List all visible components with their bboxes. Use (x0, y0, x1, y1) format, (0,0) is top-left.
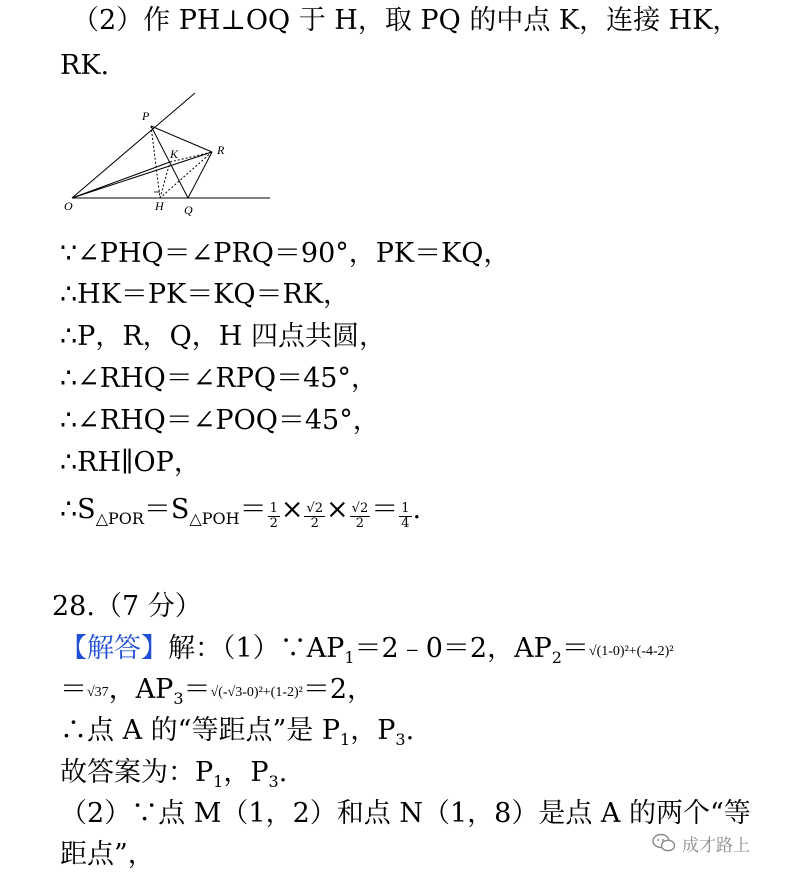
times-1: × (280, 494, 304, 525)
q28-s3-c: . (405, 715, 415, 746)
q28-s4-sub1: 1 (213, 772, 224, 791)
q28-line-2 (60, 673, 374, 712)
answer-tag: 【解答】 (60, 633, 168, 664)
eq3: ＝ (371, 494, 399, 525)
q28-header: 28.（7 分） (52, 591, 202, 622)
fraction-root2-over-2-a: $\frac{√2}{2}$ (306, 501, 324, 531)
proof-line-6: ∴RH∥OP， (60, 447, 201, 478)
proof-line-2: ∴HK＝PK＝KQ＝RK， (60, 279, 351, 310)
fraction-root2-over-2-b: $\frac{√2}{2}$ (351, 501, 369, 531)
area-lead: ∴S (60, 494, 96, 525)
label-P: P (142, 109, 150, 123)
q28-s3-a: ∴点 A 的“等距点”是 P (60, 715, 341, 746)
area-eq2: ＝ (239, 494, 267, 525)
q28-root3: √(-√3-0)²+(1-2)² (210, 685, 303, 700)
q28-s1-b: ＝2﹣0＝2，AP (354, 633, 552, 664)
label-O: O (64, 199, 73, 213)
watermark-text: 成才路上 (682, 835, 750, 856)
q28-s2-c: ＝ (183, 674, 211, 705)
proof-line-7 (60, 493, 421, 531)
q28-s2-d: ＝2， (302, 674, 375, 705)
period: . (412, 494, 422, 525)
geometry-figure (58, 92, 283, 220)
times-2: × (326, 494, 349, 525)
q28-root2: √37 (87, 685, 109, 700)
q28-s1-c: ＝ (561, 633, 589, 664)
q28-s3-b: ，P (350, 715, 396, 746)
q28-line-3 (60, 714, 414, 751)
area-eq: ＝S (143, 494, 190, 525)
q28-s1-sub2: 2 (551, 648, 562, 667)
q28-s4-b: ，P (223, 757, 269, 788)
fraction-quarter: $\frac{1}{4}$ (401, 501, 410, 531)
part2-line1: （2）作 PH⊥OQ 于 H，取 PQ 的中点 K，连接 HK， (72, 5, 740, 36)
watermark (652, 828, 750, 858)
q28-s2-b: ，AP (108, 674, 174, 705)
q28-s4-sub3: 3 (268, 772, 279, 791)
q28-s2-a: ＝ (60, 674, 87, 705)
q28-line-6: 距点”， (60, 839, 155, 870)
q28-s1-sub1: 1 (344, 648, 355, 667)
label-K: K (170, 147, 179, 161)
seg-PR (151, 126, 212, 152)
label-H: H (155, 199, 164, 213)
q28-line-1 (60, 632, 674, 671)
q28-root1: √(1-0)²+(-4-2)² (588, 644, 674, 659)
proof-line-3: ∴P，R，Q，H 四点共圆， (60, 321, 386, 352)
q28-s3-sub1: 1 (340, 730, 351, 749)
fraction-half: $\frac{1}{2}$ (269, 501, 278, 531)
label-R: R (217, 143, 225, 157)
proof-line-1: ∵∠PHQ＝∠PRQ＝90°，PK＝KQ， (60, 238, 511, 269)
part2-line1b: RK. (60, 50, 110, 81)
wechat-icon (652, 833, 676, 853)
proof-line-4: ∴∠RHQ＝∠RPQ＝45°， (60, 363, 378, 394)
q28-line-5: （2）∵点 M（1，2）和点 N（1，8）是点 A 的两个“等 (60, 798, 751, 829)
q28-line-4 (60, 756, 287, 793)
ray-OP (72, 93, 195, 198)
area-sub-POR: △POR (95, 509, 144, 528)
label-Q: Q (184, 203, 193, 217)
seg-PH (151, 126, 160, 198)
q28-s2-sub3: 3 (173, 689, 184, 708)
q28-s1-a: 解：（1）∵AP (168, 633, 345, 664)
proof-line-5: ∴∠RHQ＝∠POQ＝45°， (60, 405, 380, 436)
seg-OR (72, 152, 212, 198)
seg-OK (72, 162, 170, 198)
q28-s4-c: . (278, 757, 288, 788)
q28-s4-a: 故答案为：P (60, 757, 214, 788)
area-sub-POH: △POH (189, 509, 240, 528)
q28-s3-sub3: 3 (395, 730, 406, 749)
